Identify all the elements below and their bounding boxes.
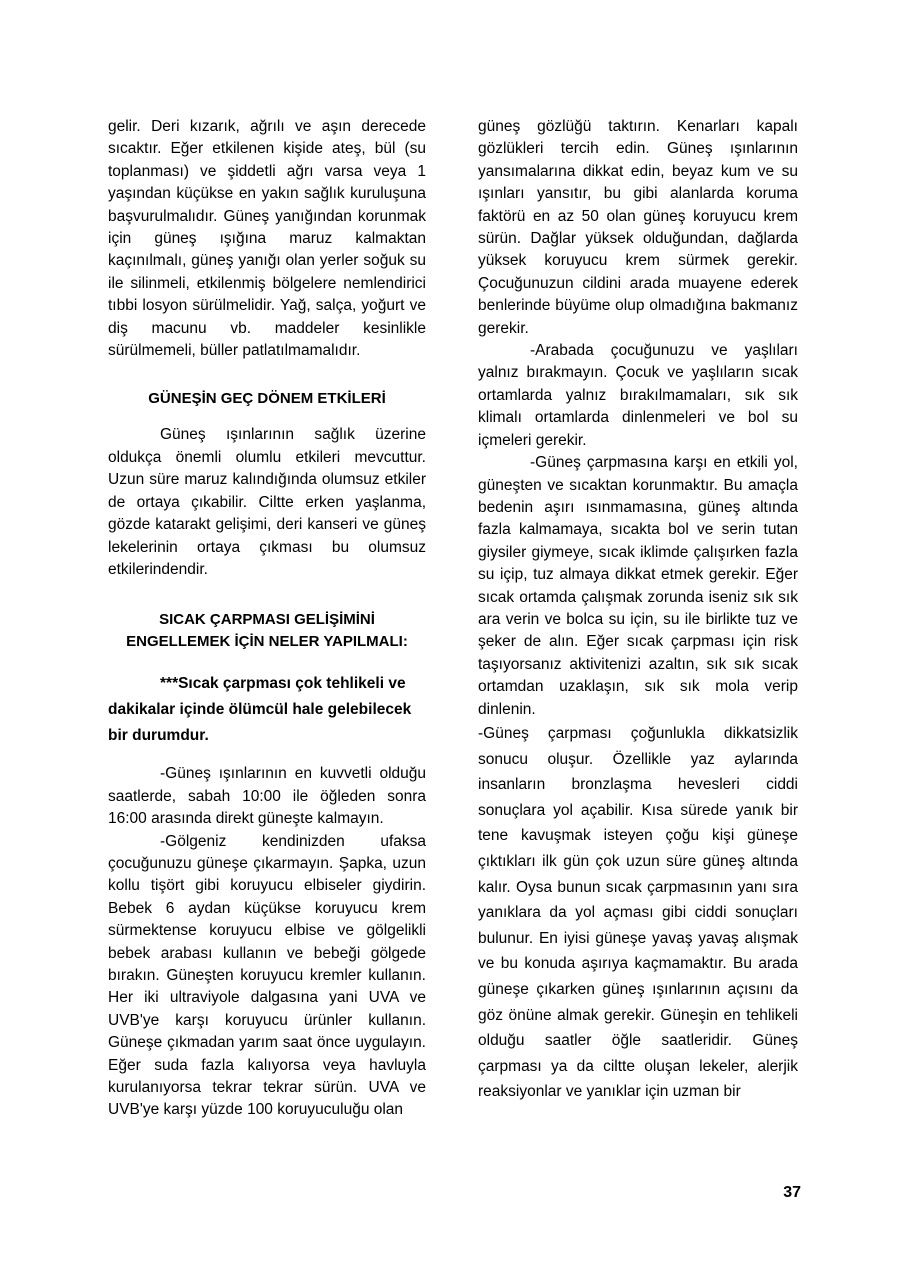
left-column — [108, 116, 426, 1122]
paragraph-sun-hours: -Güneş ışınlarının en kuvvetli olduğu saatlerde, sabah 10:00 ile öğleden sonra 16:00 arasında direkt güneşte kalmayın. — [108, 765, 426, 828]
paragraph-sunglasses: güneş gözlüğü taktırın. Kenarları kapalı gözlükleri tercih edin. Güneş ışınlarının yansımalarına dikkat edin, beyaz kum ve su ışınları yansıtır, bu gibi alanlarda koruma faktörü en az 50 olan güneş koruyucu krem sürün. Dağlar yüksek olduğundan, dağlarda yüksek koruyucu krem sürmek gerekir. Çocuğunuzun cildini arada muayene ederek benlerinde büyüme olup olmadığına bakmanız gerekir. — [478, 118, 798, 337]
page-number: 37 — [783, 1184, 801, 1201]
right-column — [478, 116, 798, 1105]
paragraph-car-warning: -Arabada çocuğunuzu ve yaşlıları yalnız bırakmayın. Çocuk ve yaşlıların sıcak ortamlarda yalnız bırakılmamaları, sık sık klimalı ortamlarda dinlenmeleri ve bol su içmeleri gerekir. — [478, 342, 798, 449]
warning-paragraph: ***Sıcak çarpması çok tehlikeli ve dakikalar içinde ölümcül hale gelebilecek bir durumdur. — [108, 675, 412, 745]
paragraph-late-effects: Güneş ışınlarının sağlık üzerine oldukça önemli olumlu etkileri mevcuttur. Uzun süre maruz kalındığında olumsuz etkiler de ortaya çıkabilir. Ciltte erken yaşlanma, gözde katarakt gelişimi, deri kanseri ve güneş lekelerinin ortaya çıkması bu olumsuz etkilerindendir. — [108, 426, 426, 578]
heading-heatstroke-prevention: SICAK ÇARPMASI GELİŞİMİNİ ENGELLEMEK İÇİN NELER YAPILMALI: — [126, 611, 408, 651]
paragraph-child-protection: -Gölgeniz kendinizden ufaksa çocuğunuzu güneşe çıkarmayın. Şapka, uzun kollu tişört gibi koruyucu elbiseler giydirin. Bebek 6 aydan küçükse koruyucu krem sürmektense koruyucu elbise ve gölgelikli bebek arabası kullanın ve bebeği gölgede bırakın. Güneşten koruyucu kremler kullanın. Her iki ultraviyole dalgasına yani UVA ve UVB'ye karşı koruyucu ürünler kullanın. Güneşe çıkmadan yarım saat önce uygulayın. Eğer suda fazla kalıyorsa veya havluyla kurulanıyorsa tekrar tekrar sürün. UVA ve UVB'ye karşı yüzde 100 koruyuculuğu olan — [108, 832, 426, 1119]
heading-late-effects: GÜNEŞİN GEÇ DÖNEM ETKİLERİ — [148, 390, 386, 408]
paragraph-heatstroke-protection: -Güneş çarpmasına karşı en etkili yol, güneşten ve sıcaktan korunmaktır. Bu amaçla bedenin aşırı ısınmamasına, güneş altında fazla kalmamaya, sıcakta bol ve serin tutan giysiler giymeye, sıcak iklimde çalışırken fazla su içip, tuz almaya dikkat etmek gerekir. Eğer sıcak ortamda çalışmak zorunda iseniz sık sık ara verin ve bolca su için, su ile birlikte tuz ve şeker de alın. Eğer sıcak çarpması için risk taşıyorsanız aktivitenizi azaltın, sık sık sıcak ortamdan uzaklaşın, sık sık mola verip dinlenin. — [478, 454, 798, 718]
paragraph-sunburn-care: gelir. Deri kızarık, ağrılı ve aşın derecede sıcaktır. Eğer etkilenen kişide ateş, bül (su toplanması) ve şiddetli ağrı varsa veya 1 yaşından küçükse en yakın sağlık kuruluşuna başvurulmalıdır. Güneş yanığından korunmak için güneş ışığına maruz kalmaktan kaçınılmalı, güneş yanığı olan yerler soğuk su ile silinmeli, etkilenmiş bölgelere nemlendirici tıbbi losyon sürülmelidir. Yağ, salça, yoğurt ve diş macunu vb. maddeler kesinlikle sürülmemeli, büller patlatılmamalıdır. — [108, 118, 426, 360]
paragraph-heatstroke-causes: -Güneş çarpması çoğunlukla dikkatsizlik sonucu oluşur. Özellikle yaz aylarında insanların bronzlaşma hevesleri ciddi sonuçlara yol açabilir. Kısa sürede yanık bir tene kavuşmak isteyen çoğu kişi güneşe çıktıkları ilk gün çok uzun süre güneş altında kalır. Oysa bunun sıcak çarpmasının yanı sıra yanıklara da yol açması gibi ciddi sonuçları bulunur. En iyisi güneşe yavaş yavaş alışmak ve bu konuda aşırıya kaçmamaktır. Bu arada güneşe çıkarken güneş ışınlarının açısını da göz önüne almak gerekir. Güneşin en tehlikeli olduğu saatler öğle saatleridir. Güneş çarpması ya da ciltte oluşan lekeler, alerjik reaksiyonlar ve yanıklar için uzman bir — [478, 724, 798, 1101]
